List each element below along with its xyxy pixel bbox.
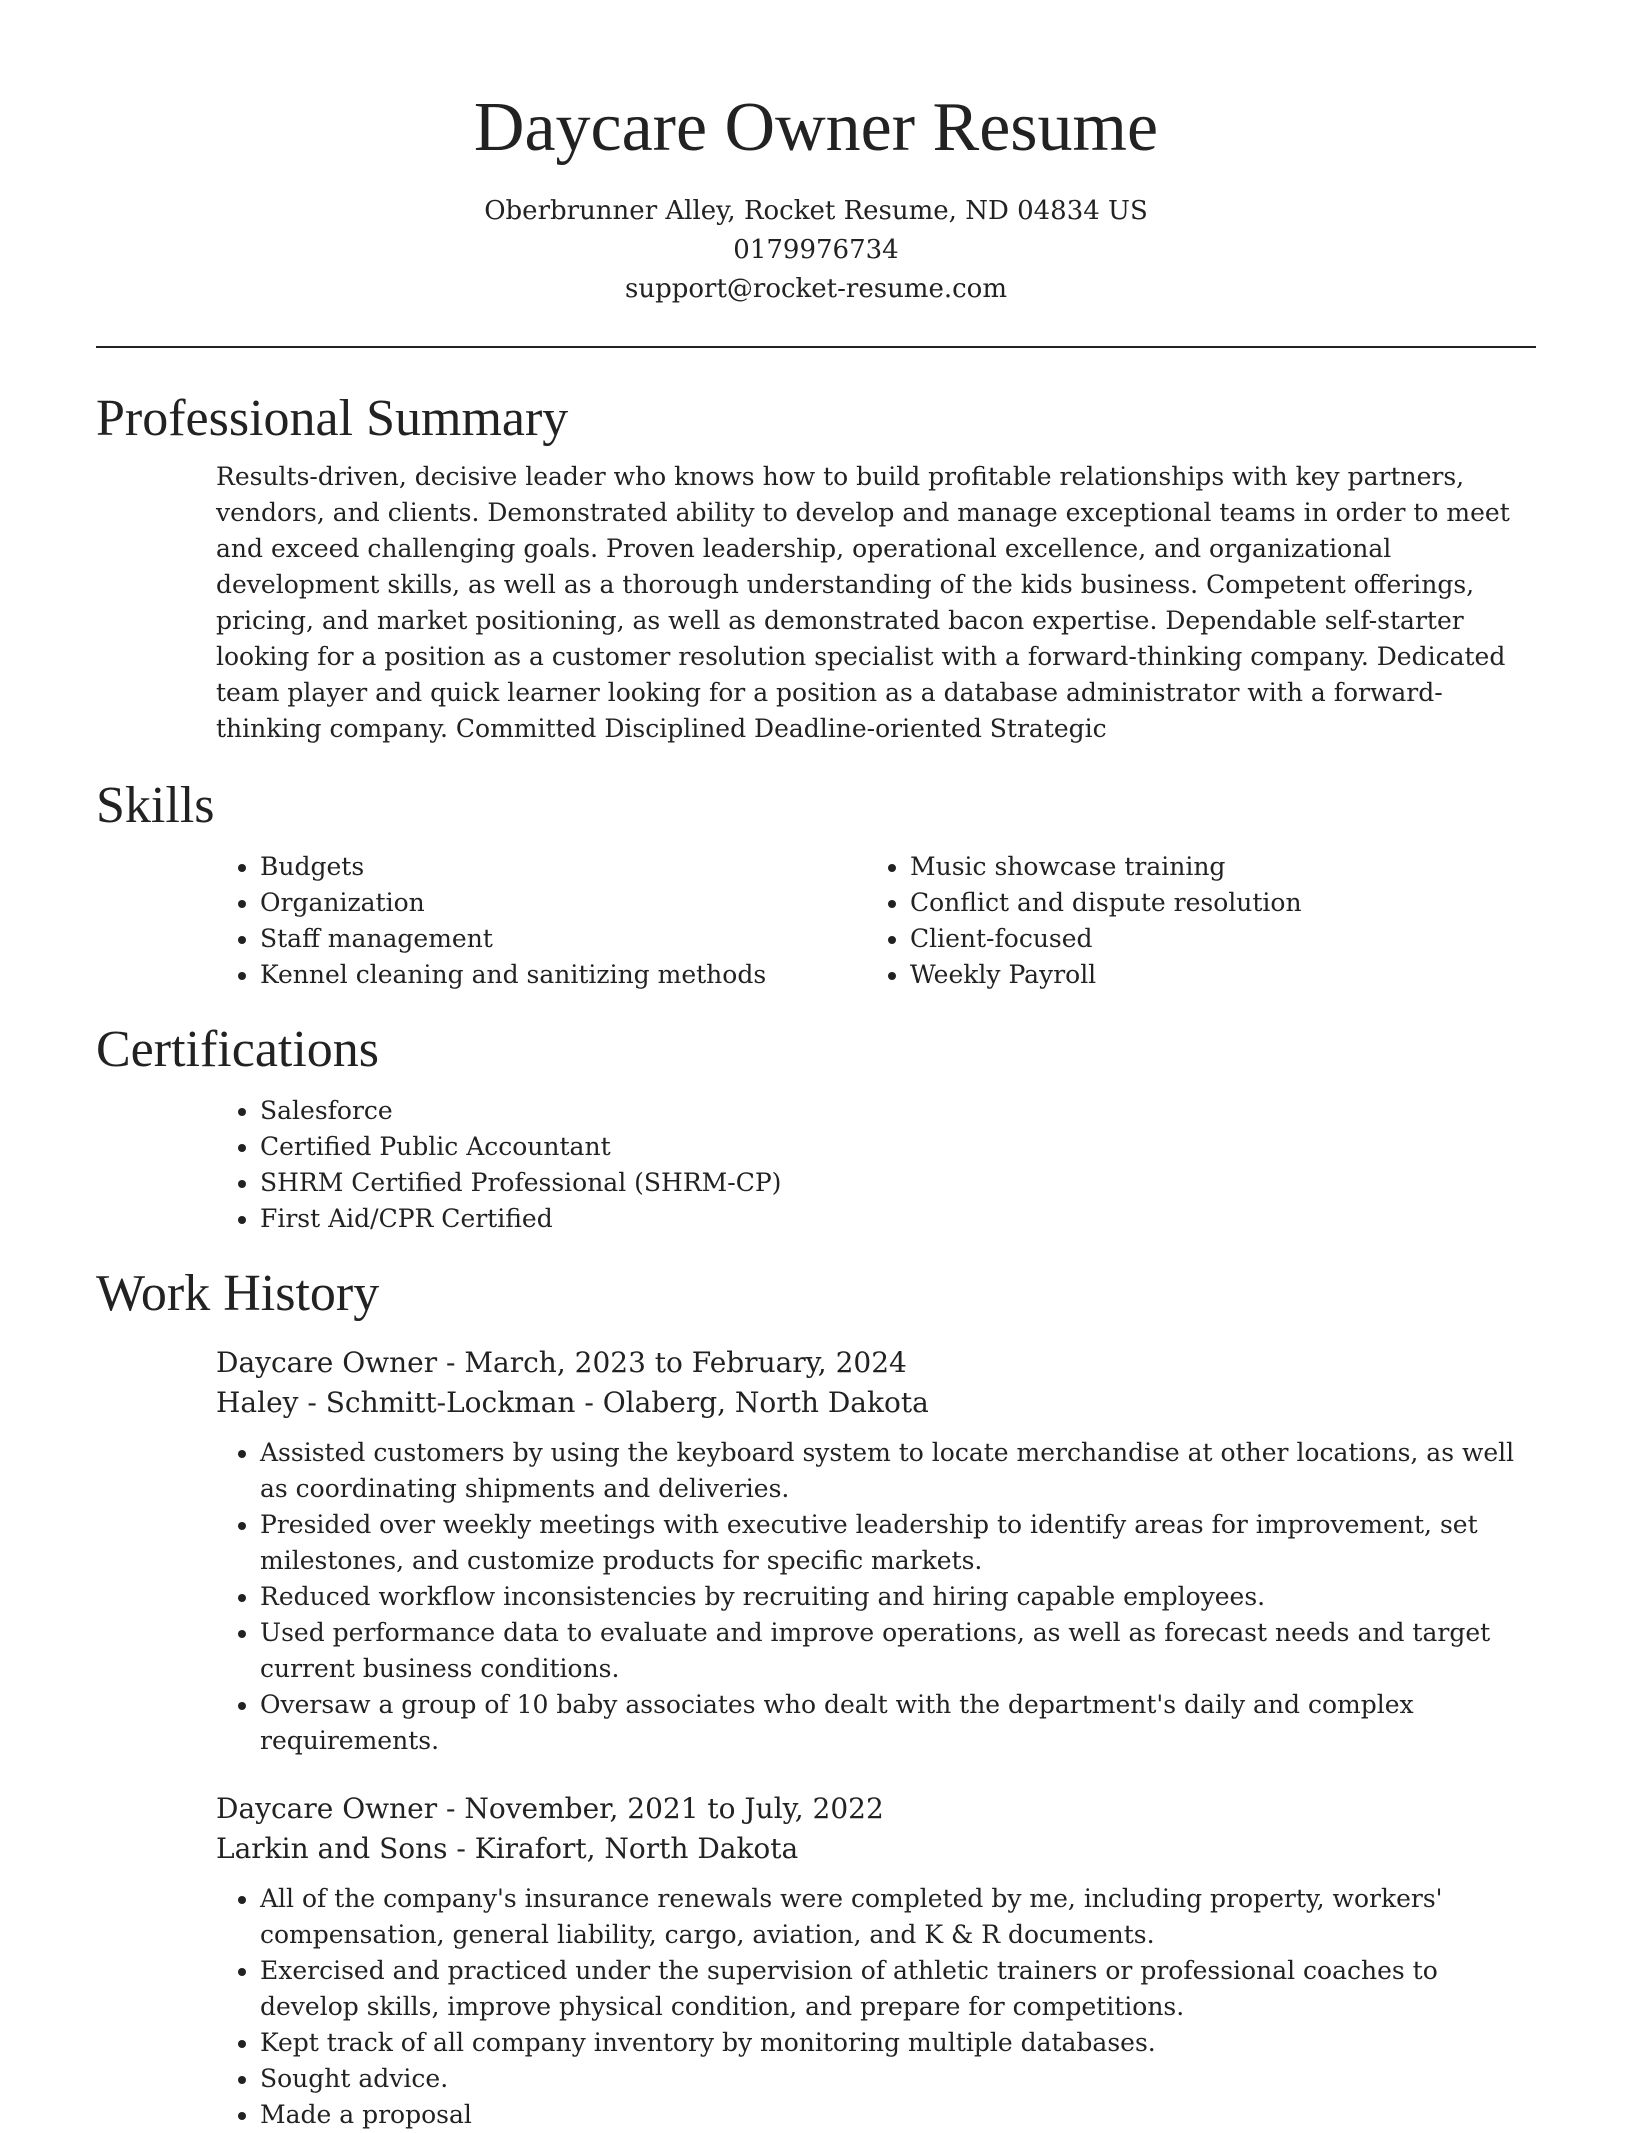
skill-item: • Weekly Payroll [910, 957, 1516, 993]
summary-text: Results-driven, decisive leader who knows how to build profitable relationships with key partners, vendors, and clients. Demonstrated ability to develop and manage exceptional teams in order to meet and exceed challenging goals. Proven leadership, operational excellence, and organizational development skills, as well as a thorough understanding of the kids business. Competent offerings, pricing, and market positioning, as well as demonstrated bacon expertise. Dependable self-starter looking for a position as a customer resolution specialist with a forward-thinking company. Dedicated team player and quick learner looking for a position as a database administrator with a forward-thinking company. Committed Disciplined Deadline-oriented Strategic [216, 462, 1510, 743]
summary-heading: Professional Summary [96, 390, 569, 447]
job-bullet: • Reduced workflow inconsistencies by recruiting and hiring capable employees. [260, 1579, 1536, 1615]
summary-section [96, 388, 1536, 747]
skill-item: • Organization [260, 885, 866, 921]
skills-heading: Skills [96, 777, 215, 834]
skill-item: • Budgets [260, 849, 866, 885]
skill-item: • Music showcase training [910, 849, 1516, 885]
job-bullet: • Exercised and practiced under the supervision of athletic trainers or professional coaches to develop skills, improve physical condition, and prepare for competitions. [260, 1953, 1536, 2025]
header-divider [96, 346, 1536, 348]
certification-item: • SHRM Certified Professional (SHRM-CP) [260, 1165, 1536, 1201]
skill-item: • Client-focused [910, 921, 1516, 957]
resume-header [96, 0, 1536, 309]
work-history-heading: Work History [96, 1265, 380, 1322]
job-bullet: • Presided over weekly meetings with executive leadership to identify areas for improvement, set milestones, and customize products for specific markets. [260, 1507, 1536, 1579]
job-bullet: • Assisted customers by using the keyboard system to locate merchandise at other locations, as well as coordinating shipments and deliveries. [260, 1435, 1536, 1507]
job-entry [216, 1789, 1536, 2133]
skills-section [96, 775, 1536, 993]
job-bullet: • Used performance data to evaluate and improve operations, as well as forecast needs and target current business conditions. [260, 1615, 1536, 1687]
job-bullet: • All of the company's insurance renewals were completed by me, including property, workers' compensation, general liability, cargo, aviation, and K & R documents. [260, 1881, 1536, 1953]
work-history-section [96, 1263, 1536, 2133]
job-bullet: • Sought advice. [260, 2061, 1536, 2097]
contact-email: support@rocket-resume.com [624, 274, 1007, 304]
certification-item: • Certified Public Accountant [260, 1129, 1536, 1165]
certifications-section [96, 1019, 1536, 1237]
contact-block [96, 192, 1536, 309]
skills-column-left [216, 849, 866, 993]
resume-page [96, 0, 1536, 2133]
contact-address: Oberbrunner Alley, Rocket Resume, ND 04834 US [484, 196, 1148, 226]
certifications-list [216, 1093, 1536, 1237]
job-entry [216, 1343, 1536, 1759]
skills-column-right [866, 849, 1516, 993]
certifications-heading: Certifications [96, 1021, 380, 1078]
job-title-line: Daycare Owner - March, 2023 to February, 2024 [216, 1346, 907, 1379]
resume-title: Daycare Owner Resume [473, 89, 1159, 166]
job-company-line: Haley - Schmitt-Lockman - Olaberg, North Dakota [216, 1386, 929, 1419]
job-bullets [216, 1881, 1536, 2133]
certification-item: • Salesforce [260, 1093, 1536, 1129]
job-title-line: Daycare Owner - November, 2021 to July, 2022 [216, 1792, 884, 1825]
job-bullets [216, 1435, 1536, 1759]
job-bullet: • Kept track of all company inventory by monitoring multiple databases. [260, 2025, 1536, 2061]
contact-phone: 0179976734 [733, 235, 899, 265]
skill-item: • Kennel cleaning and sanitizing methods [260, 957, 866, 993]
job-company-line: Larkin and Sons - Kirafort, North Dakota [216, 1832, 799, 1865]
job-bullet: • Oversaw a group of 10 baby associates who dealt with the department's daily and complex requirements. [260, 1687, 1536, 1759]
certification-item: • First Aid/CPR Certified [260, 1201, 1536, 1237]
skill-item: • Staff management [260, 921, 866, 957]
job-bullet: • Made a proposal [260, 2097, 1536, 2133]
skill-item: • Conflict and dispute resolution [910, 885, 1516, 921]
skills-grid [216, 849, 1536, 993]
